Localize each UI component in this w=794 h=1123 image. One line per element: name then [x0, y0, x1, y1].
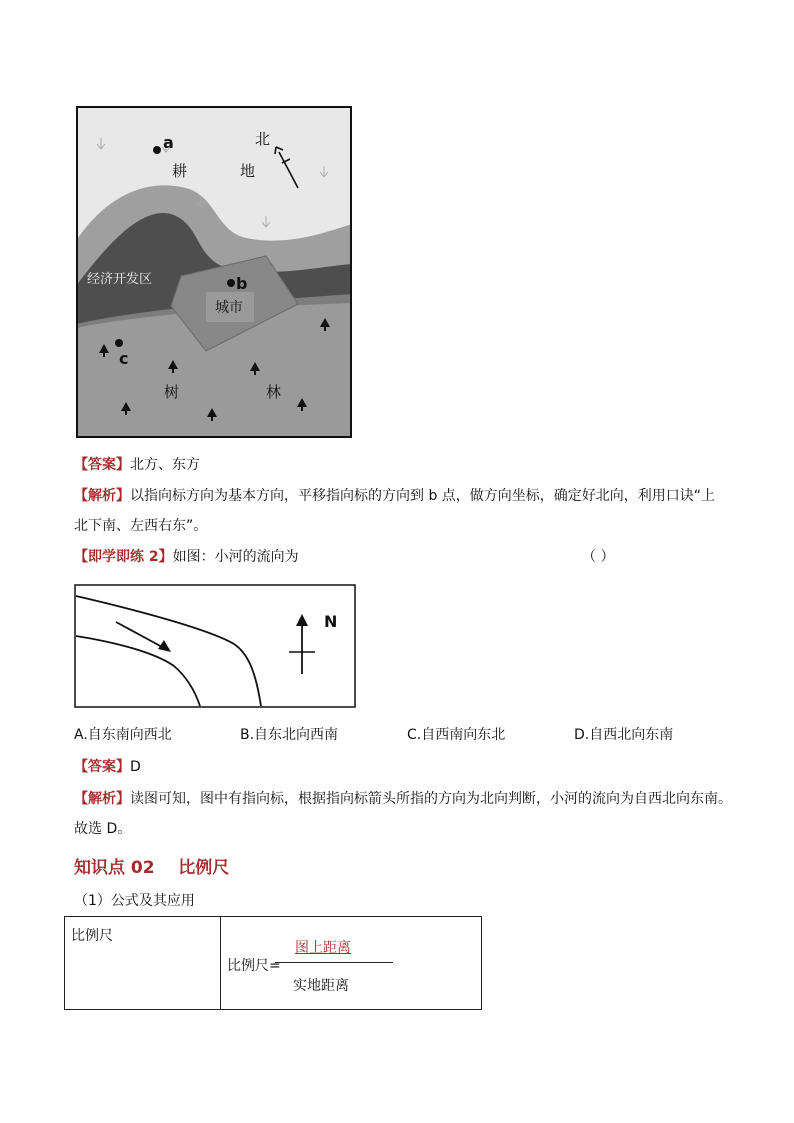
q2-question — [74, 547, 299, 567]
point-a-dot — [153, 146, 161, 154]
point-c-dot — [115, 339, 123, 347]
table-right-cell — [221, 917, 482, 1010]
practice-tag: 【即学即练 2】 — [74, 549, 173, 565]
analysis-tag: 【解析】 — [74, 488, 130, 504]
label-di: 地 — [240, 162, 256, 180]
table-left-cell: 比例尺 — [65, 917, 221, 1010]
label-city: 城市 — [215, 300, 243, 316]
q2-analysis-line1 — [74, 789, 732, 809]
answer-text: D — [130, 759, 141, 775]
analysis-text: 以指向标方向为基本方向，平移指向标的方向到 b 点，做方向坐标，确定好北向，利用口诀“上 — [130, 488, 716, 504]
direction-map-figure — [76, 106, 352, 438]
label-geng: 耕 — [172, 162, 188, 180]
scale-formula-table — [64, 916, 482, 1010]
formula-denominator: 实地距离 — [293, 978, 349, 994]
formula-fraction-bar — [275, 962, 393, 963]
label-north: 北 — [255, 130, 271, 148]
option-a[interactable]: A.自东南向西北 — [74, 727, 172, 743]
q1-answer — [74, 455, 200, 475]
option-b[interactable]: B.自东北向西南 — [240, 727, 339, 743]
label-b: b — [236, 274, 248, 293]
label-economic-zone: 经济开发区 — [87, 272, 153, 287]
label-c: c — [119, 349, 129, 368]
label-shu: 树 — [164, 383, 180, 401]
answer-paren: （ ） — [582, 549, 615, 565]
answer-text: 北方、东方 — [130, 457, 200, 473]
label-lin: 林 — [266, 383, 282, 401]
analysis-text: 读图可知，图中有指向标，根据指向标箭头所指的方向为北向判断，小河的流向为自西北向东南。 — [130, 791, 732, 807]
q2-answer — [74, 757, 141, 777]
answer-tag: 【答案】 — [74, 759, 130, 775]
formula-prefix: 比例尺= — [227, 958, 281, 974]
q2-analysis-line2: 故选 D。 — [74, 821, 132, 837]
option-c[interactable]: C.自西南向东北 — [407, 727, 506, 743]
section-subtitle: （1）公式及其应用 — [74, 893, 195, 909]
river-map-border — [75, 585, 355, 707]
section-title: 知识点 02 比例尺 — [74, 858, 230, 878]
north-label: N — [324, 612, 338, 631]
label-a: a — [163, 133, 174, 152]
q1-analysis-line2: 北下南、左西右东”。 — [74, 518, 208, 534]
analysis-tag: 【解析】 — [74, 791, 130, 807]
q1-analysis-line1 — [74, 486, 715, 506]
option-d[interactable]: D.自西北向东南 — [574, 727, 674, 743]
formula-numerator: 图上距离 — [295, 940, 351, 956]
river-map-figure — [74, 584, 356, 708]
answer-tag: 【答案】 — [74, 457, 130, 473]
question-text: 如图：小河的流向为 — [172, 549, 299, 565]
point-b-dot — [227, 279, 235, 287]
